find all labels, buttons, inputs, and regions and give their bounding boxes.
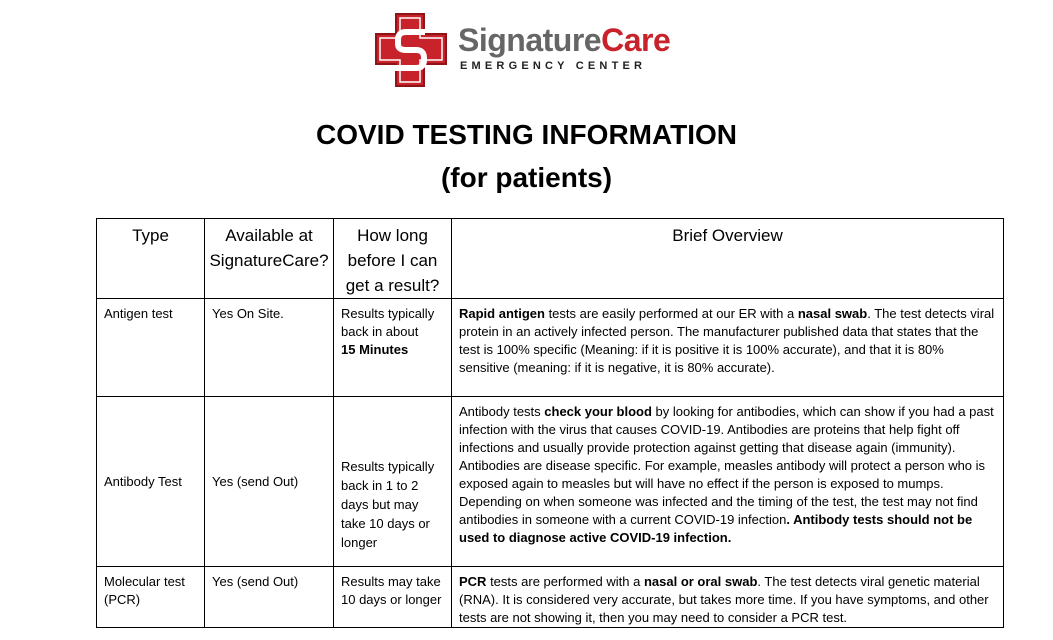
cell-available	[205, 567, 334, 628]
table-row	[97, 299, 1004, 397]
row-overview	[452, 299, 1003, 377]
result-bold: 15 Minutes	[341, 342, 409, 357]
covid-testing-table	[96, 218, 1004, 628]
ov-bold: PCR	[459, 574, 487, 589]
header-how-long	[334, 219, 452, 299]
cell-overview	[452, 397, 1004, 567]
ov-bold: . Antibody tests should not be used to diagnose active COVID-19 infection.	[459, 512, 973, 545]
header-available-label: Available at SignatureCare?	[209, 226, 329, 270]
cell-overview	[452, 299, 1004, 397]
row-available: Yes (send Out)	[212, 574, 299, 589]
ov-text: Antibody tests	[459, 404, 545, 419]
cell-type	[97, 397, 205, 567]
ov-text: . The test detects viral protein in an actively infected person. The manufacturer published data that states that the test is 100% specific (Meaning: if it is positive it is 100% accurate), and that it is 80% sensitive (meaning: if it is negative, it is 80% accurate).	[459, 306, 995, 375]
cell-result-time	[334, 397, 452, 567]
row-result-time: Results may take 10 days or longer	[341, 574, 442, 607]
cell-result-time	[334, 567, 452, 628]
row-result-time	[334, 299, 451, 359]
cell-overview	[452, 567, 1004, 628]
header-type-label: Type	[132, 226, 169, 245]
ov-text: tests are performed with a	[486, 574, 644, 589]
brand-name-part2: Care	[601, 22, 671, 58]
cell-available	[205, 299, 334, 397]
cell-type	[97, 567, 205, 628]
ov-text: tests are easily performed at our ER with a	[544, 306, 798, 321]
red-cross-s-logo-icon	[372, 12, 450, 88]
ov-text: by looking for antibodies, which can show if you had a past infection with the virus that causes COVID-19. Antibodies are proteins that help fight off infections and usually provide protection against getting that disease again (immunity). Antibodies are disease specific. For example, measles antibody will protect a person who is exposed again to measles but will have no effect if the person is exposed to mumps. Depending on when someone was infected and the timing of the test, the test may not find antibodies in someone with a current COVID-19 infection	[459, 404, 994, 527]
table-row	[97, 567, 1004, 628]
header-available	[205, 219, 334, 299]
brand-name	[458, 22, 670, 58]
cell-available	[205, 397, 334, 567]
ov-text: . The test detects viral genetic material (RNA). It is considered very accurate, but takes more time. If you have symptoms, and other tests are not showing it, then you may need to consider a PCR test.	[459, 574, 989, 625]
page-title: COVID TESTING INFORMATION	[315, 119, 738, 150]
brand-logo	[372, 12, 671, 92]
row-type: Molecular test (PCR)	[104, 574, 185, 607]
ov-bold: nasal or oral swab	[643, 574, 758, 589]
row-result-time: Results typically back in 1 to 2 days but may take 10 days or longer	[341, 459, 435, 550]
result-text: Results typically back in about	[341, 306, 435, 339]
page-subtitle: (for patients)	[440, 162, 613, 193]
brand-subtitle: EMERGENCY CENTER	[460, 60, 647, 72]
ov-bold: check your blood	[544, 404, 652, 419]
header-type	[97, 219, 205, 299]
row-type: Antigen test	[104, 306, 173, 321]
cell-type	[97, 299, 205, 397]
brand-name-part1: Signature	[458, 22, 602, 58]
cell-result-time	[334, 299, 452, 397]
table-row	[97, 397, 1004, 567]
header-overview-label: Brief Overview	[672, 226, 783, 245]
header-overview	[452, 219, 1004, 299]
row-available: Yes (send Out)	[212, 473, 299, 489]
header-how-long-label: How long before I can get a result?	[345, 226, 440, 295]
ov-bold: nasal swab	[797, 306, 868, 321]
table-header-row	[97, 219, 1004, 299]
row-type: Antibody Test	[104, 473, 182, 489]
ov-bold: Rapid antigen	[459, 306, 545, 321]
row-overview	[452, 567, 1003, 627]
row-overview	[452, 397, 1003, 547]
row-available: Yes On Site.	[212, 306, 284, 321]
